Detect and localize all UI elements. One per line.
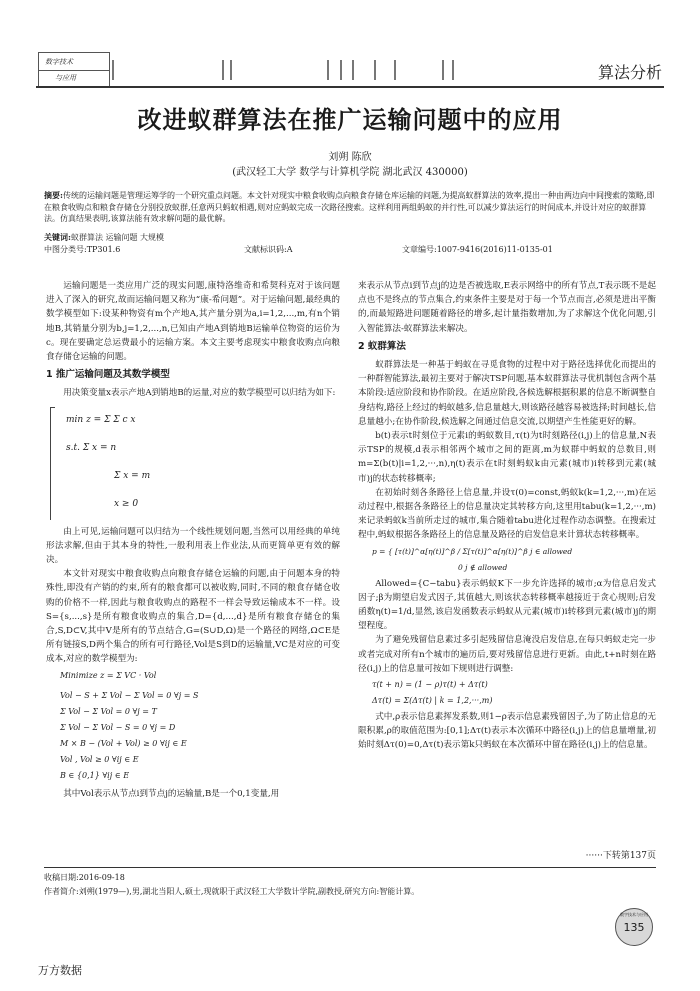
- constraint-2: Σ x = m: [114, 470, 151, 481]
- keywords-label: 关键词:: [44, 232, 71, 242]
- left-column: [46, 279, 340, 801]
- paragraph-init: 在初始时刻各条路径上信息量,并设τ(0)=const,蚂蚁k(k=1,2,···,m)在运动过程中,根据各条路径上的信息量决定其转移方向,这里用tabu(k=1,2,···,m)来记录蚂蚁k当前所走过的城市,集合随着tabu进化过程作动态调整。在搜索过程中,蚂蚁根据各条路径上的信息量及路径的启发信息来计算状态转移概率。: [358, 487, 656, 541]
- paper-title: 改进蚁群算法在推广运输问题中的应用: [137, 105, 563, 134]
- network-objective: Minimize z = Σ VC · Vol: [60, 670, 157, 680]
- network-constraint-4: M × B − (Vol + Vol) ≥ 0 ∀ij ∈ E: [60, 738, 187, 748]
- journal-logo: [38, 52, 110, 88]
- paragraph-model: 本文针对现实中粮食收购点向粮食存储仓运输的问题,由于问题本身的特殊性,即没有产销的约束,所有的粮食都可以被收购,同时,不同的粮食存储仓收购的价格不一样,因此与粮食收购点的路程不一样会导致运输成本不一样。设S={s,...,s}是所有粮食收购点的集合,D={d,...,d}是所有粮食存储仓的集合,S,D⊂V,其中V是所有的节点结合,G=(S∪D,Ω)是一个路径的网络,Ω⊂E是所有链接S,D两个集合的所有可行路径,Vol是S到D的运输量,VC是对应的可变成本,对应的数学模型为:: [46, 569, 340, 665]
- footer-rule: [44, 867, 656, 868]
- formula-block-4: [358, 676, 656, 710]
- author-bio: 作者简介:刘朔(1979—),男,湖北当阳人,硕士,现就职于武汉轻工大学数计学院,副教授,研究方向:智能计算。: [44, 887, 420, 896]
- network-constraint-5: Vol , Vol ≥ 0 ∀ij ∈ E: [60, 754, 139, 764]
- article-id: 文章编号:1007-9416(2016)11-0135-01: [402, 245, 553, 254]
- clc-code: 中图分类号:TP301.6: [44, 245, 121, 254]
- formula-block-1: [46, 401, 340, 525]
- watermark: 万方数据: [38, 964, 82, 977]
- constraint-1: s.t. Σ x = n: [66, 442, 117, 453]
- pheromone-delta-formula: Δτ(t) = Σ(Δτ(t) | k = 1,2,···,m): [372, 696, 493, 706]
- authors: 刘朔 陈欣: [328, 152, 372, 163]
- paragraph-update: 为了避免残留信息素过多引起残留信息淹没启发信息,在每只蚂蚁走完一步或者完成对所有n个城市的遍历后,要对残留信息进行更新。由此,t+n时刻在路径(i,j)上的信息量可按如下规则进行调整:: [358, 635, 656, 674]
- pheromone-update-formula: τ(t + n) = (1 − ρ)τ(t) + Δτ(t): [372, 680, 488, 690]
- keywords: [44, 232, 164, 243]
- logo-line1: 数字技术: [45, 58, 73, 66]
- logo-divider: [39, 70, 109, 71]
- paragraph-allowed: Allowed={C−tabu}表示蚂蚁K下一步允许选择的城市;α为信息启发式因子;β为期望启发式因子,其值越大,则该状态转移概率越接近于贪心规则;启发函数η(t)=1/d,显然,该启发函数表示蚂蚁从元素(城市)i转移到元素(城市)j的期望程度。: [358, 578, 656, 632]
- objective-formula: min z = Σ Σ c x: [66, 414, 136, 425]
- section-heading-1: 1 推广运输问题及其数学模型: [46, 369, 170, 381]
- network-constraint-3: Σ Vol − Σ Vol − S = 0 ∀j = D: [60, 722, 176, 732]
- formula-block-3: [358, 543, 656, 577]
- constraint-3: x ≥ 0: [114, 498, 139, 509]
- affiliation: (武汉轻工大学 数学与计算机学院 湖北武汉 430000): [232, 167, 468, 178]
- page-number: 135: [623, 921, 645, 934]
- network-constraint-2: Σ Vol − Σ Vol = 0 ∀j = T: [60, 706, 157, 716]
- paragraph-aco: 蚁群算法是一种基于蚂蚁在寻觅食物的过程中对于路径选择优化而提出的一种群智能算法,最初主要对于解决TSP问题,基本蚁群算法寻优机制包含两个基本阶段:适应阶段和协作阶段。在适应阶段,各候选解根据积累的信息不断调整自身结构,路径上经过的蚂蚁越多,信息量越大,则该路径越容易被选择;时间越长,信息量越小;在协作阶段,候选解之间通过信息交流,以期望产生性能更好的解。: [358, 360, 656, 427]
- right-column: [358, 279, 656, 753]
- paragraph-vars: 其中Vol表示从节点i到节点j的运输量,B是一个0,1变量,用: [63, 788, 280, 799]
- section-heading-2: 2 蚁群算法: [358, 340, 406, 352]
- paragraph-notation: b(t)表示t时刻位于元素i的蚂蚁数目,τ(t)为t时刻路径(i,j)上的信息量,N表示TSP的规模,d表示相邻两个城市之间的距离,m为蚁群中蚂蚁的总数目,则m=Σ(b(t)|i=1,2,···,n),η(t)表示在t时刻蚂蚁k由元素(城市)i转移到元素(城市)j的状态转移概率;: [358, 431, 656, 484]
- abstract: [44, 190, 656, 225]
- keywords-text: 蚁群算法 运输问题 大规模: [70, 233, 165, 242]
- page-number-badge: [615, 908, 653, 946]
- logo-line2: 与应用: [55, 74, 76, 82]
- received-date: 收稿日期:2016-09-18: [44, 873, 125, 882]
- network-constraint-1: Vol − S + Σ Vol − Σ Vol = 0 ∀j = S: [60, 690, 199, 700]
- formula-block-2: [46, 667, 340, 787]
- abstract-text: 传统的运输问题是管理运筹学的一个研究重点问题。本文针对现实中粮食收购点向粮食存储仓库运输的问题,为提高蚁群算法的效率,提出一种由两边向中间搜索的策略,即在粮食收购点和粮食存储仓分别投放蚁群,任意两只蚂蚁相遇,则对应蚂蚁完成一次路径搜索。这样利用两组蚂蚁的并行性,可以减少算法运行的时间成本,并设计对应的蚁群算法。仿真结果表明,该算法能有效求解问题的最优解。: [44, 191, 655, 223]
- model-intro: 用决策变量x表示产地A到销地B的运量,对应的数学模型可以归结为如下:: [63, 388, 336, 399]
- intro-paragraph: 运输问题是一类应用广泛的现实问题,康特洛维奇和希契科克对于该问题进入了深入的研究,故而运输问题又称为“康-希问题”。对于运输问题,最经典的数学模型如下:设某种物资有m个产地A,其产量分别为a,i=1,2,...,m,有n个销地B,其销量分别为b,j=1,2,...,n,已知由产地A到销地B运输单位物资的运价为c。现在要确定总运费最小的运输方案。本文主要考虑现实中粮食收购点向粮食存储仓运输的问题。: [46, 281, 340, 363]
- transition-prob-formula: p = { [τ(t)]^α[η(t)]^β / Σ[τ(t)]^α[η(t)]^β j ∈ allowed: [372, 546, 573, 556]
- badge-text: 数字技术与应用: [620, 912, 648, 917]
- header-decoration: [112, 50, 572, 86]
- paragraph-lp: 由上可见,运输问题可以归结为一个线性规划问题,当然可以用经典的单纯形法求解,但由于其本身的特性,一般利用表上作业法,从而更简单更有效的解决。: [46, 526, 340, 566]
- header-rule: [36, 86, 664, 88]
- continued-note: ······下转第137页: [585, 851, 656, 861]
- paragraph-cont: 来表示从节点i到节点j的边是否被选取,E表示网络中的所有节点,T表示既不是起点也不是终点的节点集合,约束条件主要是对于每一个节点而言,必须是进出平衡的,而最短路进问题随着路径的增多,起计量指数增加,为了求解这个优化问题,引入智能算法-蚁群算法来解决。: [358, 281, 656, 334]
- abstract-label: 摘要:: [44, 190, 63, 200]
- section-name: 算法分析: [597, 63, 662, 82]
- doc-code: 文献标识码:A: [244, 245, 293, 254]
- paragraph-rho: 式中,ρ表示信息素挥发系数,则1−ρ表示信息素残留因子,为了防止信息的无限积累,ρ的取值范围为:[0,1];Δτ(t)表示本次循环中路径(i,j)上的信息量增量,初始时刻Δτ(0)=0,Δτ(t)表示第k只蚂蚁在本次循环中留在路径(i,j)上的信息量。: [358, 712, 656, 751]
- network-constraint-6: B ∈ {0,1} ∀ij ∈ E: [60, 770, 130, 780]
- transition-prob-zero: 0 j ∉ allowed: [458, 562, 508, 572]
